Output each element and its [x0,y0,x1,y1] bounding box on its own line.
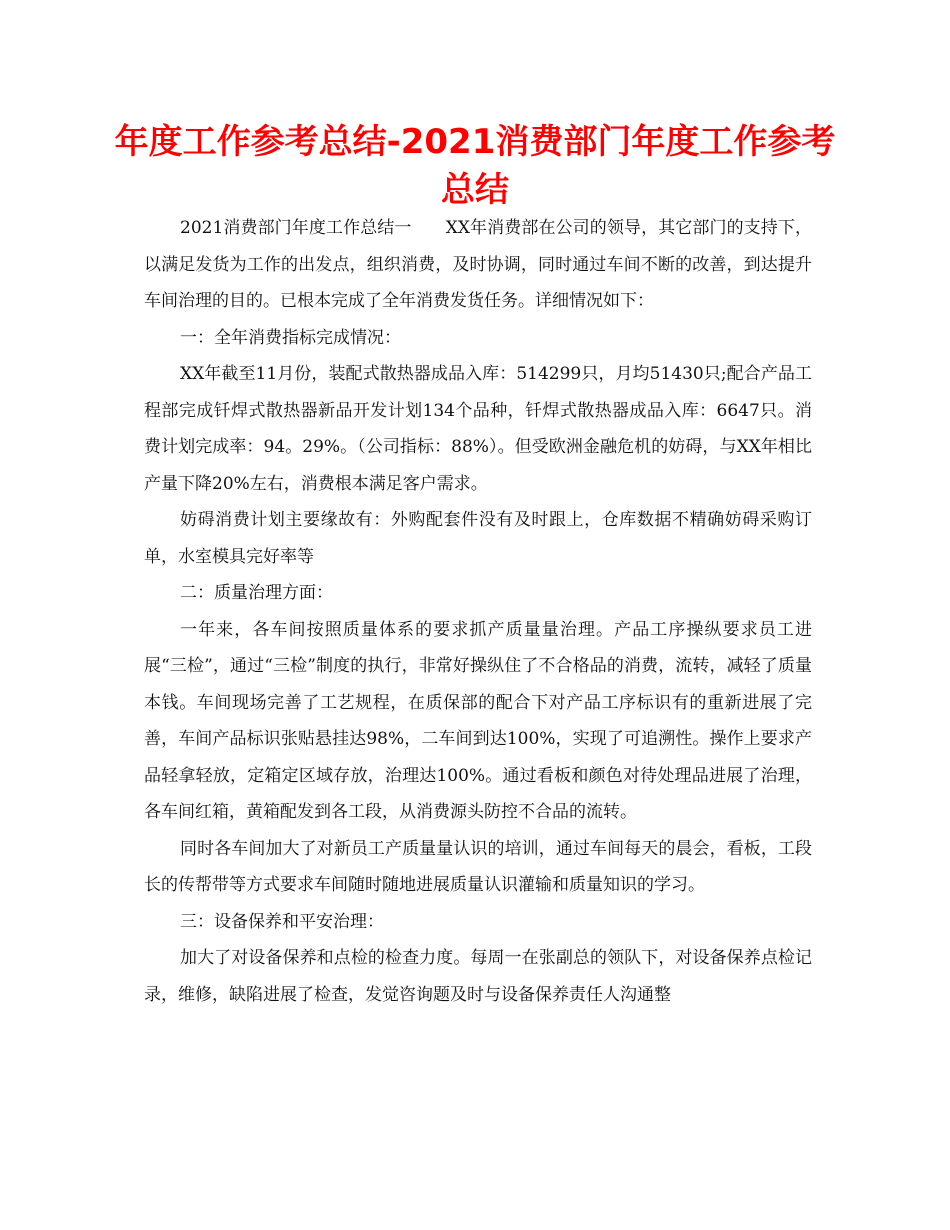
heading-production-targets: 一：全年消费指标完成情况： [180,327,401,348]
paragraph-quality-training: 同时各车间加大了对新员工产质量量认识的培训，通过车间每天的晨会，看板，工段长的传帮带等方式要求车间随时随地进展质量认识灌输和质量知识的学习。 [144,838,812,895]
paragraph-quality-details: 一年来，各车间按照质量体系的要求抓产质量量治理。产品工序操纵要求员工进展“三检”，通过“三检”制度的执行，非常好操纵住了不合格品的消费，流转，减轻了质量本钱。车间现场完善了工艺规程，在质保部的配合下对产品工序标识有的重新进展了完善，车间产品标识张贴悬挂达98%，二车间到达100%，实现了可追溯性。操作上要求产品轻拿轻放，定箱定区域存放，治理达100%。通过看板和颜色对待处理品进展了治理，各车间红箱，黄箱配发到各工段，从消费源头防控不合品的流转。 [144,619,812,822]
heading-equipment-safety: 三：设备保养和平安治理： [180,911,384,932]
paragraph-intro: 2021消费部门年度工作总结一 XX年消费部在公司的领导，其它部门的支持下，以满足发货为工作的出发点，组织消费，及时协调，同时通过车间不断的改善，到达提升车间治理的目的。已根本完成了全年消费发货任务。详细情况如下： [144,218,812,311]
document-title: 年度工作参考总结-2021消费部门年度工作参考总结 [114,122,836,210]
heading-quality-management: 二：质量治理方面： [180,583,333,603]
paragraph-production-figures: XX年截至11月份，装配式散热器成品入库：514299只，月均51430只;配合产品工程部完成钎焊式散热器新品开发计划134个品种，钎焊式散热器成品入库：6647只。消费计划完成率：94。29%。（公司指标：88%）。但受欧洲金融危机的妨碍，与XX年相比产量下降20%左右，消费根本满足客户需求。 [144,364,812,494]
paragraph-obstacles: 妨碍消费计划主要缘故有：外购配套件没有及时跟上，仓库数据不精确妨碍采购订单，水室模具完好率等 [144,510,812,567]
document-body [144,210,812,1013]
paragraph-equipment-inspection: 加大了对设备保养和点检的检查力度。每周一在张副总的领队下，对设备保养点检记录，维修，缺陷进展了检查，发觉咨询题及时与设备保养责任人沟通整 [144,948,812,1005]
